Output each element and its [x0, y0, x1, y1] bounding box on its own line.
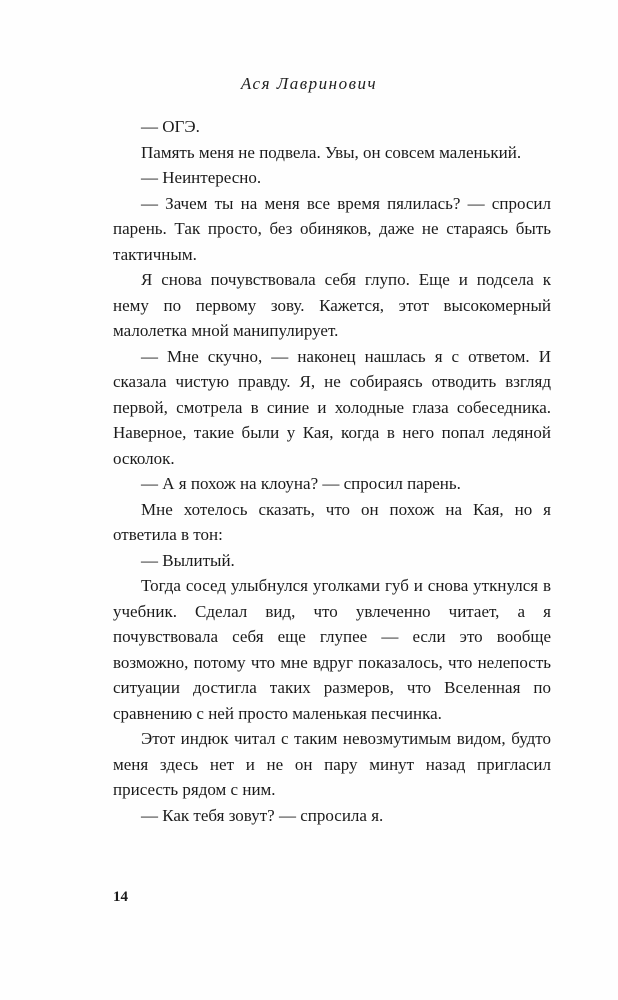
body-text: [113, 114, 551, 828]
paragraph: — А я похож на клоуна? — спросил парень.: [141, 474, 461, 493]
paragraph: — ОГЭ.: [141, 117, 200, 136]
paragraph: Я снова почувствовала себя глупо. Еще и подсела к нему по первому зову. Кажется, этот высокомерный малолетка мной манипулирует.: [113, 270, 551, 340]
paragraph: Тогда сосед улыбнулся уголками губ и снова уткнулся в учебник. Сделал вид, что увлеченно читает, а я почувствовала себя еще глупее — если это вообще возможно, потому что мне вдруг показалось, что нелепость ситуации достигла таких размеров, что Вселенная по сравнению с ней просто маленькая песчинка.: [113, 576, 551, 723]
page-number: 14: [113, 889, 128, 905]
running-head-author: Ася Лавринович: [240, 74, 378, 93]
paragraph: — Мне скучно, — наконец нашлась я с ответом. И сказала чистую правду. Я, не собираясь отводить взгляд первой, смотрела в синие и холодные глаза собеседника. Наверное, такие были у Кая, когда в него попал ледяной осколок.: [113, 346, 551, 468]
paragraph: Этот индюк читал с таким невозмутимым видом, будто меня здесь нет и не он пару минут назад пригласил присесть рядом с ним.: [113, 729, 551, 799]
paragraph: — Вылитый.: [141, 550, 235, 570]
paragraph: — Как тебя зовут? — спросила я.: [141, 805, 384, 825]
paragraph: — Неинтересно.: [141, 168, 262, 187]
paragraph: Память меня не подвела. Увы, он совсем маленький.: [141, 142, 522, 162]
paragraph: — Зачем ты на меня все время пялилась? — спросил парень. Так просто, без обиняков, даже не стараясь быть тактичным.: [113, 193, 551, 264]
paragraph: Мне хотелось сказать, что он похож на Кая, но я ответила в тон:: [113, 499, 551, 544]
